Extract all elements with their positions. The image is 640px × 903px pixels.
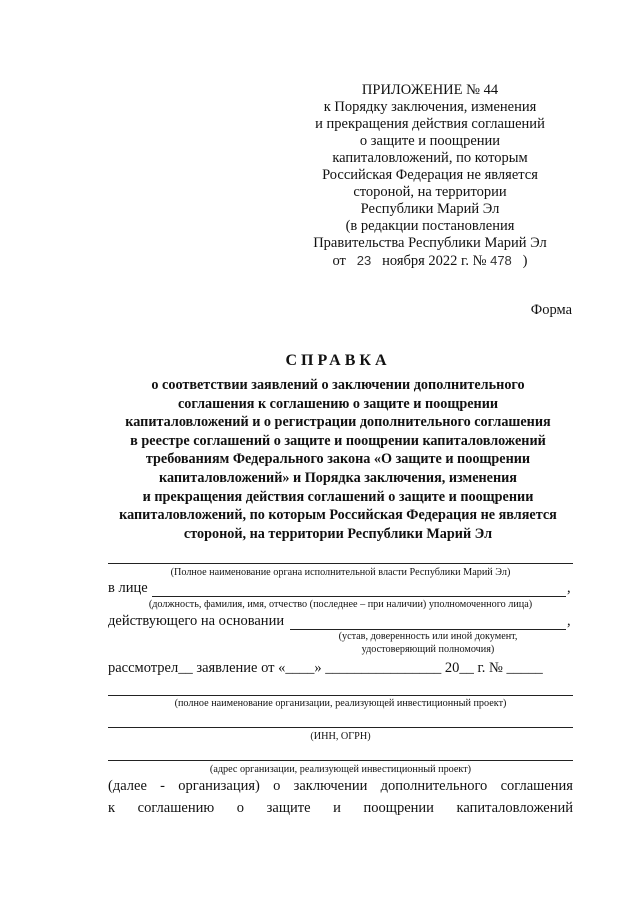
word: защите — [266, 800, 311, 816]
reviewed-line: рассмотрел__ заявление от «____» ________________ 20__ г. № _____ — [108, 660, 543, 676]
appendix-line: Правительства Республики Марий Эл — [313, 235, 547, 251]
word: к — [108, 800, 116, 816]
word: - — [160, 778, 165, 794]
form-label: Форма — [530, 302, 572, 318]
basis-field-line[interactable] — [290, 629, 566, 630]
date-day: 23 — [356, 253, 372, 268]
subtitle-line: требованиям Федерального закона «О защите и поощрении — [145, 451, 531, 468]
acting-basis-label: действующего на основании — [108, 613, 285, 629]
paragraph-line-2 — [108, 800, 573, 817]
word: поощрении — [363, 800, 434, 816]
appendix-line: капиталовложений, по которым — [332, 150, 528, 166]
appendix-line: (в редакции постановления — [345, 218, 515, 234]
word: и — [333, 800, 341, 816]
subtitle-line: и прекращения действия соглашений о защите и поощрении — [142, 488, 534, 505]
person-field-line[interactable] — [152, 596, 566, 597]
word: о — [236, 800, 245, 816]
appendix-line: ПРИЛОЖЕНИЕ № 44 — [361, 82, 499, 98]
caption-basis-2: удостоверяющий полномочия) — [361, 644, 495, 655]
date-close: ) — [522, 253, 528, 269]
caption-basis-1: (устав, доверенность или иной документ, — [338, 631, 518, 642]
date-rest: ноября 2022 г. № — [382, 253, 487, 269]
word: о — [273, 778, 281, 794]
word: (далее — [108, 778, 147, 794]
subtitle-line: стороной, на территории Республики Марий Эл — [183, 525, 493, 542]
subtitle-line: капиталовложений, по которым Российская Федерация не является — [119, 507, 557, 524]
subtitle-line: капиталовложений и о регистрации дополнительного соглашения — [125, 414, 551, 431]
appendix-line: Российская Федерация не является — [322, 167, 538, 183]
comma: , — [567, 613, 571, 629]
appendix-line: и прекращения действия соглашений — [315, 116, 545, 132]
word: заключении — [293, 778, 368, 794]
appendix-line: стороной, на территории — [353, 184, 507, 200]
date-prefix: от — [332, 253, 346, 269]
word: капиталовложений — [456, 800, 573, 816]
caption-inn: (ИНН, ОГРН) — [310, 731, 371, 742]
word: соглашения — [500, 778, 573, 794]
date-number: 478 — [490, 253, 512, 268]
comma: , — [567, 580, 571, 596]
appendix-line: к Порядку заключения, изменения — [323, 99, 537, 115]
word: соглашению — [137, 800, 215, 816]
appendix-date-line — [300, 252, 560, 270]
appendix-line: о защите и поощрении — [359, 133, 501, 149]
word: дополнительного — [380, 778, 488, 794]
caption-address: (адрес организации, реализующей инвестиционный проект) — [209, 764, 472, 775]
address-field-line[interactable] — [108, 760, 573, 761]
caption-person: (должность, фамилия, имя, отчество (последнее – при наличии) уполномоченного лица) — [148, 599, 533, 610]
subtitle-line: в реестре соглашений о защите и поощрении капиталовложений — [130, 432, 546, 449]
subtitle-line: соглашения к соглашению о защите и поощрении — [177, 395, 499, 412]
document-title: СПРАВКА — [285, 352, 391, 369]
appendix-line: Республики Марий Эл — [360, 201, 500, 217]
subtitle-line: о соответствии заявлений о заключении дополнительного — [151, 377, 525, 393]
caption-org-name: (полное наименование организации, реализующей инвестиционный проект) — [174, 698, 507, 709]
appendix-header — [300, 82, 560, 270]
caption-organ: (Полное наименование органа исполнительной власти Республики Марий Эл) — [170, 567, 511, 578]
organ-name-field-line[interactable] — [108, 563, 573, 564]
paragraph-line-1 — [108, 778, 573, 795]
word: организация) — [178, 778, 260, 794]
inn-field-line[interactable] — [108, 727, 573, 728]
v-litse-label: в лице — [108, 580, 148, 596]
subtitle-line: капиталовложений» и Порядка заключения, изменения — [159, 469, 517, 486]
org-name-field-line[interactable] — [108, 695, 573, 696]
document-subtitle — [95, 376, 581, 543]
